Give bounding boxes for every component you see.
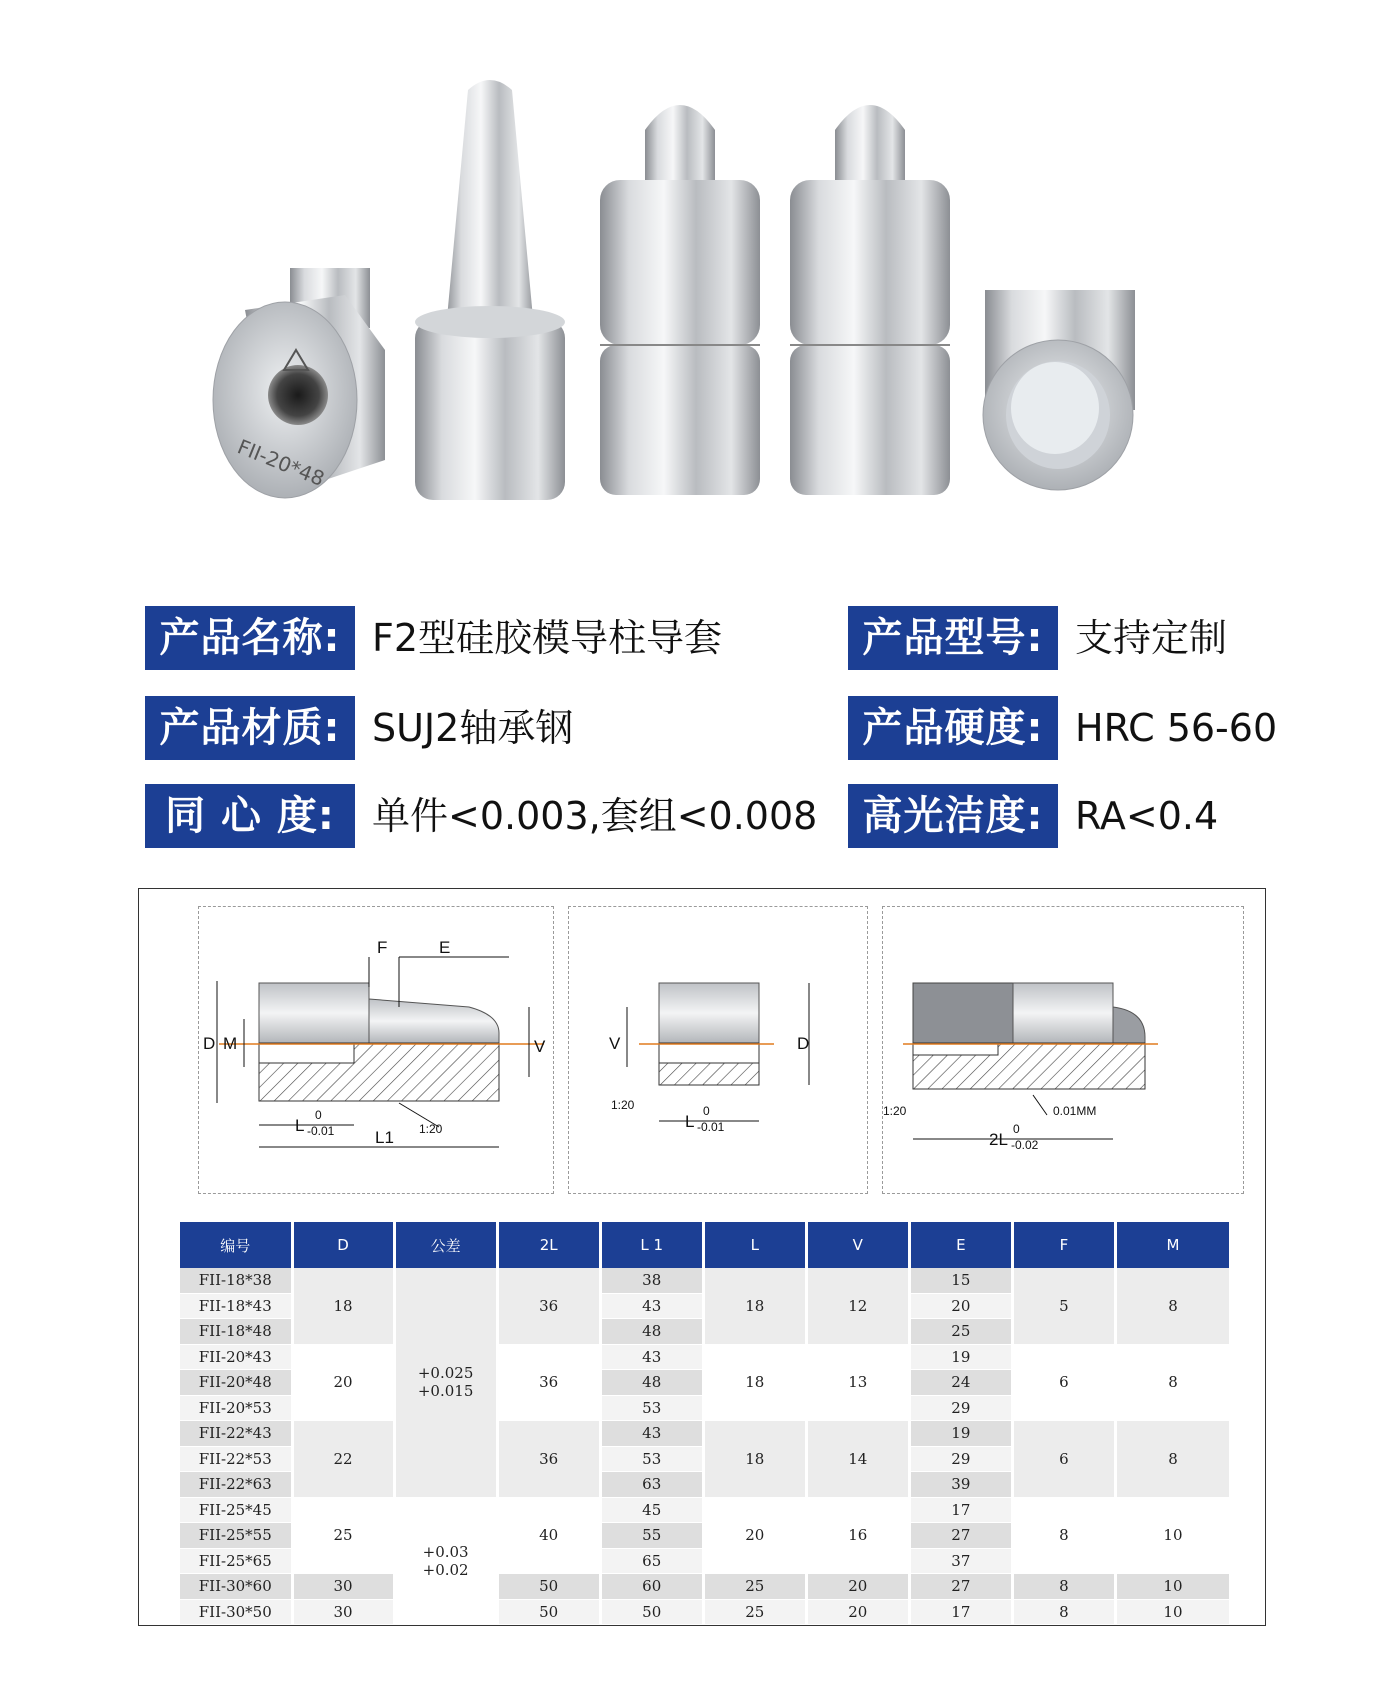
cell-id: FII-20*43	[180, 1344, 292, 1370]
cell-v: 20	[806, 1574, 909, 1600]
cell-l1: 63	[600, 1472, 703, 1498]
header-v: V	[806, 1222, 909, 1268]
cell-d: 22	[292, 1421, 394, 1498]
cell-d: 20	[292, 1344, 394, 1421]
table-row	[180, 1599, 1231, 1625]
product-photo	[0, 0, 1400, 560]
cell-id: FII-30*50	[180, 1599, 292, 1625]
dim-l: L	[295, 1116, 305, 1135]
cell-l1: 43	[600, 1344, 703, 1370]
cell-l: 25	[703, 1574, 806, 1600]
cell-e: 20	[909, 1293, 1012, 1319]
cell-2l: 50	[497, 1599, 600, 1625]
cell-d: 25	[292, 1497, 394, 1574]
assembly-dim-2l-tol-top: 0	[1013, 1122, 1020, 1136]
cell-m: 8	[1115, 1421, 1230, 1498]
sleeve-dim-taper: 1:20	[611, 1098, 635, 1112]
cell-v: 12	[806, 1268, 909, 1344]
tolerance-upper: +0.03	[422, 1542, 469, 1561]
diagram-guide-pin	[198, 906, 554, 1194]
cell-l1: 60	[600, 1574, 703, 1600]
assembly-dim-2l-tol-bottom: -0.02	[1011, 1138, 1039, 1152]
cell-l: 25	[703, 1599, 806, 1625]
header-d: D	[292, 1222, 394, 1268]
dim-d: D	[203, 1034, 216, 1053]
cell-id: FII-18*48	[180, 1319, 292, 1345]
spec-label-name: 产品名称:	[145, 606, 355, 670]
assembly-dim-taper: 1:20	[883, 1104, 907, 1118]
cell-l: 18	[703, 1344, 806, 1421]
spec-label-finish: 高光洁度:	[848, 784, 1058, 848]
spec-label-hardness: 产品硬度:	[848, 696, 1058, 760]
cell-id: FII-20*48	[180, 1370, 292, 1396]
cell-f: 8	[1012, 1599, 1115, 1625]
cell-e: 37	[909, 1548, 1012, 1574]
spec-label-model: 产品型号:	[848, 606, 1058, 670]
spec-label-concentricity: 同 心 度:	[145, 784, 355, 848]
header-2l: 2L	[497, 1222, 600, 1268]
guide-bush-threaded	[213, 268, 385, 498]
header-f: F	[1012, 1222, 1115, 1268]
cell-m: 10	[1115, 1574, 1230, 1600]
tapered-guide-pin	[415, 80, 565, 500]
cell-d: 30	[292, 1574, 394, 1600]
table-row	[180, 1421, 1231, 1447]
table-row	[180, 1344, 1231, 1370]
cell-l1: 48	[600, 1319, 703, 1345]
cell-2l: 36	[497, 1344, 600, 1421]
cell-tolerance	[394, 1268, 497, 1497]
guide-pin-set-b	[790, 105, 950, 495]
cell-id: FII-25*55	[180, 1523, 292, 1549]
spec-value-material: SUJ2轴承钢	[372, 706, 574, 750]
dim-v: V	[534, 1037, 546, 1056]
cell-2l: 40	[497, 1497, 600, 1574]
table-row	[180, 1497, 1231, 1523]
cell-l1: 55	[600, 1523, 703, 1549]
cell-l1: 53	[600, 1446, 703, 1472]
cell-m: 10	[1115, 1497, 1230, 1574]
dim-e: E	[439, 938, 451, 957]
table-row	[180, 1268, 1231, 1293]
diagram-assembly	[882, 906, 1244, 1194]
cell-l: 20	[703, 1497, 806, 1574]
tolerance-upper: +0.025	[417, 1364, 474, 1383]
dim-l1: L1	[375, 1128, 394, 1147]
cell-tolerance	[394, 1497, 497, 1625]
spec-value-concentricity: 单件<0.003,套组<0.008	[372, 794, 818, 838]
tolerance-lower: +0.02	[422, 1560, 469, 1579]
cell-m: 8	[1115, 1268, 1230, 1344]
cell-e: 17	[909, 1497, 1012, 1523]
cell-e: 29	[909, 1446, 1012, 1472]
dim-l-tol-top: 0	[315, 1108, 322, 1122]
sleeve-dim-l-tol-top: 0	[703, 1104, 710, 1118]
spec-table	[180, 1222, 1232, 1625]
header-l1: L 1	[600, 1222, 703, 1268]
cell-id: FII-18*38	[180, 1268, 292, 1293]
cell-id: FII-22*63	[180, 1472, 292, 1498]
cell-l1: 50	[600, 1599, 703, 1625]
cell-v: 16	[806, 1497, 909, 1574]
dim-taper: 1:20	[419, 1122, 443, 1136]
table-row	[180, 1574, 1231, 1600]
tolerance-lower: +0.015	[417, 1382, 474, 1401]
cell-f: 5	[1012, 1268, 1115, 1344]
header-id: 编号	[180, 1222, 292, 1268]
cell-2l: 36	[497, 1268, 600, 1344]
cell-f: 6	[1012, 1421, 1115, 1498]
cell-e: 27	[909, 1523, 1012, 1549]
guide-sleeve-ring	[983, 290, 1135, 490]
cell-f: 6	[1012, 1344, 1115, 1421]
cell-id: FII-20*53	[180, 1395, 292, 1421]
header-m: M	[1115, 1222, 1230, 1268]
assembly-dim-clearance: 0.01MM	[1053, 1104, 1097, 1118]
cell-e: 27	[909, 1574, 1012, 1600]
dim-f: F	[377, 938, 388, 957]
cell-id: FII-22*53	[180, 1446, 292, 1472]
cell-d: 18	[292, 1268, 394, 1344]
cell-v: 20	[806, 1599, 909, 1625]
cell-m: 8	[1115, 1344, 1230, 1421]
cell-e: 19	[909, 1421, 1012, 1447]
dim-l-tol-bottom: -0.01	[307, 1124, 335, 1138]
dim-m: M	[223, 1034, 238, 1053]
spec-value-finish: RA<0.4	[1075, 794, 1219, 838]
cell-e: 25	[909, 1319, 1012, 1345]
guide-pin-set-a	[600, 105, 760, 495]
cell-v: 14	[806, 1421, 909, 1498]
cell-e: 15	[909, 1268, 1012, 1293]
cell-l: 18	[703, 1421, 806, 1498]
cell-id: FII-25*45	[180, 1497, 292, 1523]
cell-id: FII-25*65	[180, 1548, 292, 1574]
cell-e: 39	[909, 1472, 1012, 1498]
cell-f: 8	[1012, 1497, 1115, 1574]
cell-id: FII-18*43	[180, 1293, 292, 1319]
cell-d: 30	[292, 1599, 394, 1625]
cell-f: 8	[1012, 1574, 1115, 1600]
header-e: E	[909, 1222, 1012, 1268]
cell-e: 29	[909, 1395, 1012, 1421]
cell-l1: 53	[600, 1395, 703, 1421]
assembly-dim-2l: 2L	[989, 1130, 1008, 1149]
sleeve-dim-l-tol-bottom: -0.01	[697, 1120, 725, 1134]
sleeve-dim-d: D	[797, 1034, 810, 1053]
cell-v: 13	[806, 1344, 909, 1421]
diagram-guide-sleeve	[568, 906, 868, 1194]
cell-2l: 36	[497, 1421, 600, 1498]
cell-m: 10	[1115, 1599, 1230, 1625]
cell-l1: 48	[600, 1370, 703, 1396]
spec-value-model: 支持定制	[1075, 616, 1228, 660]
cell-l1: 65	[600, 1548, 703, 1574]
cell-l1: 43	[600, 1421, 703, 1447]
cell-l1: 38	[600, 1268, 703, 1293]
cell-2l: 50	[497, 1574, 600, 1600]
header-l: L	[703, 1222, 806, 1268]
cell-l: 18	[703, 1268, 806, 1344]
cell-id: FII-22*43	[180, 1421, 292, 1447]
cell-e: 24	[909, 1370, 1012, 1396]
cell-e: 19	[909, 1344, 1012, 1370]
sleeve-dim-v: V	[609, 1034, 621, 1053]
engraving-text: FII-20*48	[234, 434, 328, 491]
spec-value-hardness: HRC 56-60	[1075, 706, 1278, 750]
sleeve-dim-l: L	[685, 1112, 695, 1131]
cell-l1: 45	[600, 1497, 703, 1523]
spec-label-material: 产品材质:	[145, 696, 355, 760]
table-header	[180, 1222, 1231, 1268]
cell-l1: 43	[600, 1293, 703, 1319]
header-tolerance: 公差	[394, 1222, 497, 1268]
cell-id: FII-30*60	[180, 1574, 292, 1600]
spec-value-name: F2型硅胶模导柱导套	[372, 616, 723, 660]
cell-e: 17	[909, 1599, 1012, 1625]
